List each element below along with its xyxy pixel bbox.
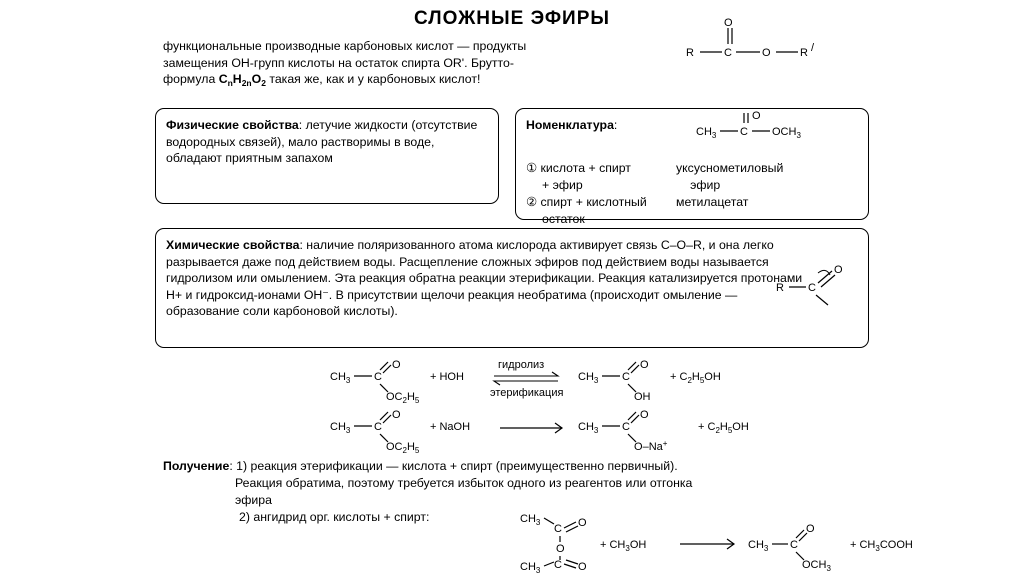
svg-text:OC2H5: $OC_2H_5$ [386, 441, 420, 455]
svg-text:O: O [578, 561, 587, 573]
anhydride-reaction [520, 508, 940, 572]
svg-text:O: O [392, 359, 401, 371]
svg-text:CH3: $CH_3$ [330, 421, 351, 435]
nomenclature-box [515, 108, 869, 226]
svg-text:+ HOH: + HOH [430, 371, 464, 383]
nomenclature-row [526, 194, 858, 211]
svg-text:C: C [724, 47, 732, 59]
svg-text:+ CH3COOH: + $CH_3COOH$ [850, 539, 913, 553]
physical-text: : летучие жидкости (отсутствие водородных связей), мало растворимы в воде, обладают приятным запахом [166, 118, 478, 165]
nomenclature-rows [526, 160, 858, 228]
nomenclature-row [526, 177, 858, 194]
svg-text:C: C [554, 523, 562, 535]
preparation-heading: Получение [163, 459, 230, 473]
intro-paragraph [163, 38, 633, 89]
svg-text:OCH3: $OCH_3$ [772, 126, 801, 140]
svg-text:/: / [811, 42, 815, 54]
svg-text:C: C [622, 371, 630, 383]
svg-text:+ C2H5OH: + $C_2H_5OH$ [698, 421, 749, 435]
nomenclature-row-0-right: уксуснометиловый [676, 160, 784, 175]
svg-text:R: R [776, 282, 784, 294]
hydrolysis-reaction [330, 358, 890, 410]
general-ester-formula [686, 16, 826, 86]
svg-text:O–Na+: O–Na+ [634, 439, 668, 453]
svg-text:O: O [806, 523, 815, 535]
svg-text:этерификация: этерификация [490, 387, 564, 399]
nomenclature-row-3-left: остаток [542, 211, 585, 226]
methyl-acetate-formula [696, 111, 846, 163]
chemical-side-formula [776, 257, 856, 317]
svg-text:OH: OH [634, 391, 651, 403]
svg-text:R: R [686, 47, 694, 59]
svg-text:R: R [800, 47, 808, 59]
physical-properties-box [155, 108, 499, 204]
intro-line-3-post: такая же, как и у карбоновых кислот! [265, 72, 481, 86]
svg-text:CH3: $CH_3$ [520, 513, 541, 527]
chemical-text: : наличие поляризованного атома кислорода активирует связь C–O–R, и она легко разрывается даже под действием воды. Расщепление сложных эфиров под действием воды называется гидролизом или омылением. Эта реакция обратна реакции этерификации. Реакция катализируется протонами H+ и гидроксид-ионами OH⁻. В присутствии щелочи реакция необратима (происходит омыление — образование соли карбоновой кислоты). [166, 238, 803, 318]
svg-text:C: C [374, 371, 382, 383]
nomenclature-row-0-left: ① кислота + спирт [526, 160, 631, 175]
svg-text:O: O [556, 543, 565, 555]
page-title: СЛОЖНЫЕ ЭФИРЫ [414, 8, 610, 29]
svg-text:O: O [762, 47, 771, 59]
svg-text:O: O [392, 409, 401, 421]
intro-line-2: замещения ОН-групп кислоты на остаток спирта OR'. Брутто- [163, 55, 514, 70]
svg-text:C: C [740, 126, 748, 138]
intro-line-1: функциональные производные карбоновых кислот — продукты [163, 39, 527, 53]
svg-text:OC2H5: $OC_2H_5$ [386, 391, 420, 405]
svg-text:OCH3: $OCH_3$ [802, 559, 831, 573]
svg-text:C: C [622, 421, 630, 433]
svg-text:C: C [790, 539, 798, 551]
svg-text:CH3: $CH_3$ [748, 539, 769, 553]
chemical-heading: Химические свойства [166, 238, 300, 252]
chemical-properties-box [155, 228, 869, 348]
nomenclature-heading: Номенклатура [526, 118, 614, 132]
svg-text:O: O [724, 17, 733, 29]
svg-text:+ CH3OH: + $CH_3OH$ [600, 539, 647, 553]
svg-text:C: C [554, 559, 562, 571]
preparation-line-4: 2) ангидрид орг. кислоты + спирт: [239, 510, 430, 524]
physical-heading: Физические свойства [166, 118, 299, 132]
nomenclature-row-2-left: ② спирт + кислотный [526, 194, 647, 209]
svg-text:CH3: $CH_3$ [578, 421, 599, 435]
svg-text:C: C [808, 282, 816, 294]
preparation-line-1: : 1) реакция этерификации — кислота + спирт (преимущественно первичный). [229, 459, 678, 473]
svg-text:+ C2H5OH: + $C_2H_5OH$ [670, 371, 721, 385]
svg-text:O: O [752, 110, 761, 122]
nomenclature-colon: : [613, 118, 618, 132]
svg-text:O: O [578, 517, 587, 529]
brutto-formula: $C_nH_{2n}O_2$ [218, 72, 266, 88]
saponification-reaction [330, 408, 890, 458]
svg-text:CH3: $CH_3$ [696, 126, 717, 140]
svg-text:+ NaOH: + NaOH [430, 421, 471, 433]
nomenclature-row-1-left: + эфир [542, 177, 583, 192]
preparation-line-2: Реакция обратима, поэтому требуется избыток одного из реагентов или отгонка [235, 476, 693, 490]
intro-line-3-pre: формула [163, 72, 219, 86]
preparation-line-3: эфира [235, 493, 272, 507]
svg-text:CH3: $CH_3$ [578, 371, 599, 385]
nomenclature-row-3-right [690, 211, 858, 228]
svg-text:C: C [374, 421, 382, 433]
nomenclature-row [526, 211, 858, 228]
svg-text:O: O [640, 359, 649, 371]
svg-text:гидролиз: гидролиз [498, 359, 545, 371]
nomenclature-row-2-right: метилацетат [676, 194, 749, 209]
svg-text:O: O [640, 409, 649, 421]
svg-text:CH3: $CH_3$ [330, 371, 351, 385]
svg-text:O: O [834, 264, 843, 276]
svg-text:CH3: $CH_3$ [520, 561, 541, 574]
nomenclature-row-1-right: эфир [690, 177, 721, 192]
